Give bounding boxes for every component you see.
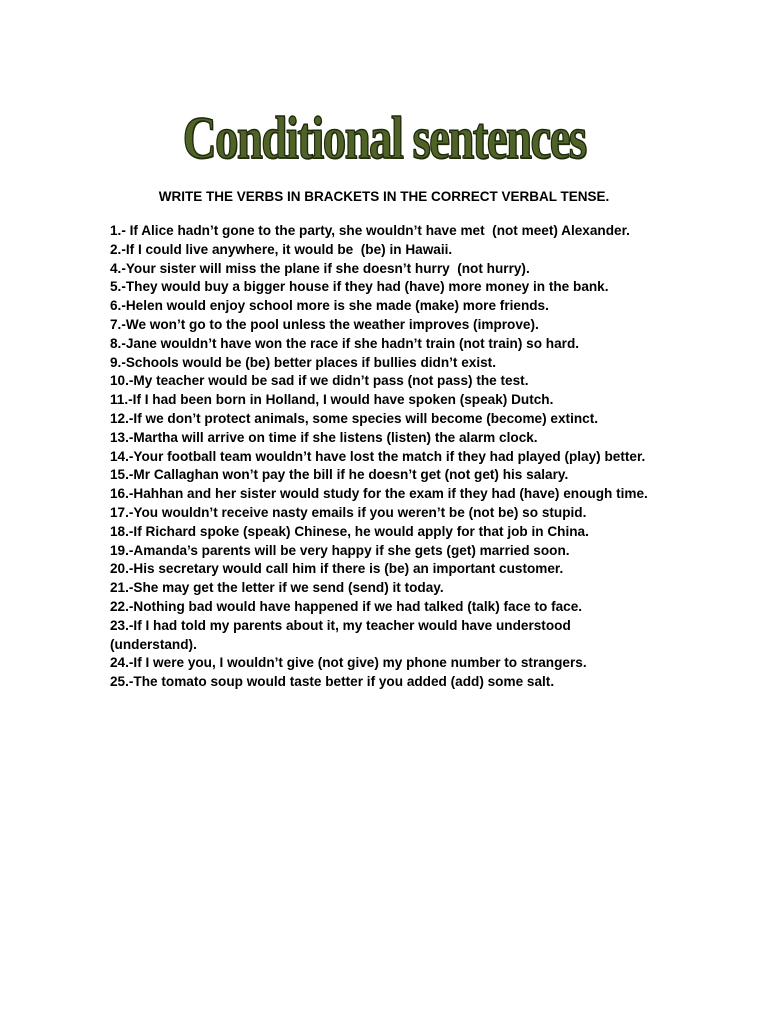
list-item: 12.-If we don’t protect animals, some species will become (become) extinct. xyxy=(110,410,599,426)
list-item: 19.-Amanda’s parents will be very happy if she gets (get) married soon. xyxy=(110,542,570,558)
list-item: 5.-They would buy a bigger house if they had (have) more money in the bank. xyxy=(110,279,609,295)
list-item: 22.-Nothing bad would have happened if we had talked (talk) face to face. xyxy=(110,598,583,614)
exercise-list xyxy=(110,222,658,692)
list-item: 20.-His secretary would call him if there is (be) an important customer. xyxy=(110,561,564,577)
list-item: 8.-Jane wouldn’t have won the race if she hadn’t train (not train) so hard. xyxy=(110,335,580,351)
list-item: 24.-If I were you, I wouldn’t give (not give) my phone number to strangers. xyxy=(110,655,587,671)
list-item: 1.- If Alice hadn’t gone to the party, she wouldn’t have met (not meet) Alexander. xyxy=(110,223,630,238)
list-item: 10.-My teacher would be sad if we didn’t pass (not pass) the test. xyxy=(110,373,529,389)
list-item: 15.-Mr Callaghan won’t pay the bill if he doesn’t get (not get) his salary. xyxy=(110,467,569,483)
list-item: 23.-If I had told my parents about it, my teacher would have understood (understand). xyxy=(110,617,575,652)
list-item: 11.-If I had been born in Holland, I would have spoken (speak) Dutch. xyxy=(110,392,554,408)
list-item: 21.-She may get the letter if we send (send) it today. xyxy=(110,580,444,596)
list-item: 14.-Your football team wouldn’t have lost the match if they had played (play) better. xyxy=(110,448,646,464)
page-title: Conditional sentences xyxy=(182,105,586,171)
title-container xyxy=(0,105,768,171)
list-item: 16.-Hahhan and her sister would study for the exam if they had (have) enough time. xyxy=(110,486,648,502)
list-item: 18.-If Richard spoke (speak) Chinese, he would apply for that job in China. xyxy=(110,523,589,539)
list-item: 4.-Your sister will miss the plane if she doesn’t hurry (not hurry). xyxy=(110,260,530,276)
list-item: 25.-The tomato soup would taste better if you added (add) some salt. xyxy=(110,674,555,690)
list-item: 17.-You wouldn’t receive nasty emails if you weren’t be (not be) so stupid. xyxy=(110,504,587,520)
list-item: 9.-Schools would be (be) better places if bullies didn’t exist. xyxy=(110,354,496,370)
list-item: 6.-Helen would enjoy school more is she made (make) more friends. xyxy=(110,298,549,314)
list-item: 13.-Martha will arrive on time if she listens (listen) the alarm clock. xyxy=(110,429,538,445)
instruction-text: WRITE THE VERBS IN BRACKETS IN THE CORRECT VERBAL TENSE. xyxy=(158,189,610,204)
list-item: 2.-If I could live anywhere, it would be (be) in Hawaii. xyxy=(110,241,453,257)
list-item: 7.-We won’t go to the pool unless the weather improves (improve). xyxy=(110,316,539,332)
